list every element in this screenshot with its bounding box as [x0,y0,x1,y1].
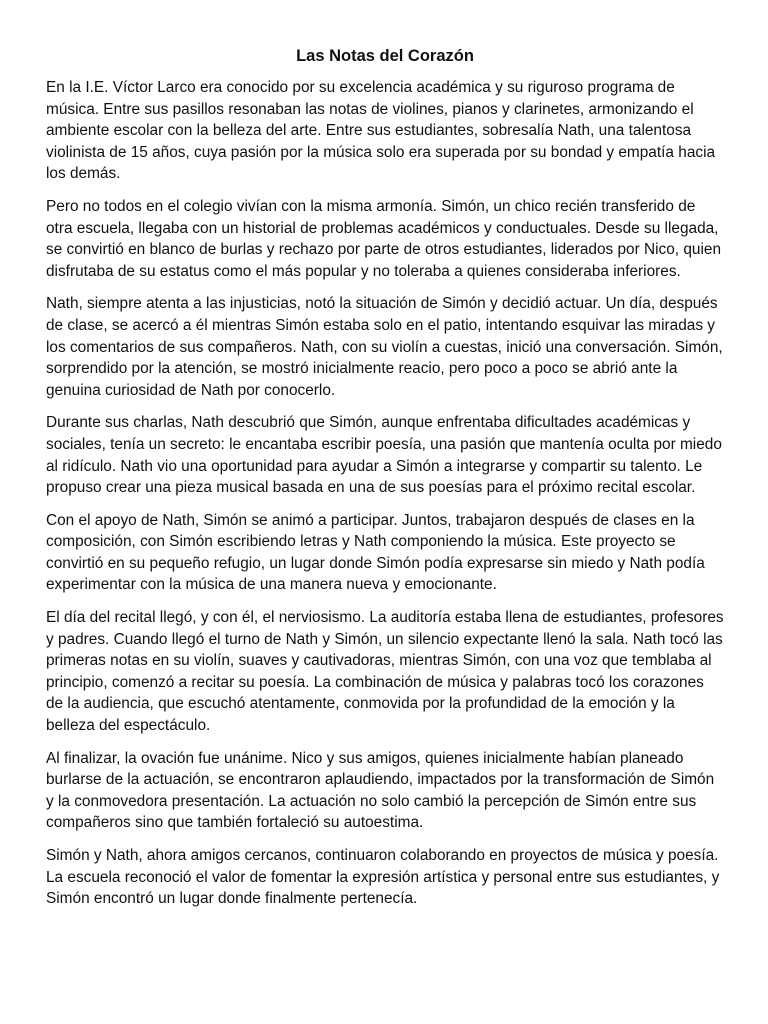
paragraph: El día del recital llegó, y con él, el nerviosismo. La auditoría estaba llena de estudiantes, profesores y padres. Cuando llegó el turno de Nath y Simón, un silencio expectante llenó la sala. Nath tocó las primeras notas en su violín, suaves y cautivadoras, mientras Simón, con una voz que temblaba al principio, comenzó a recitar su poesía. La combinación de música y palabras tocó los corazones de la audiencia, que escuchó atentamente, conmovida por la profundidad de la emoción y la belleza del espectáculo. [46,609,724,735]
paragraph: En la I.E. Víctor Larco era conocido por su excelencia académica y su riguroso programa de música. Entre sus pasillos resonaban las notas de violines, pianos y clarinetes, armonizando el ambiente escolar con la belleza del arte. Entre sus estudiantes, sobresalía Nath, una talentosa violinista de 15 años, cuya pasión por la música solo era superada por su bondad y empatía hacia los demás. [46,79,716,183]
document-page [46,44,724,921]
paragraph: Simón y Nath, ahora amigos cercanos, continuaron colaborando en proyectos de música y poesía. La escuela reconoció el valor de fomentar la expresión artística y personal entre sus estudiantes, y Simón encontró un lugar donde finalmente pertenecía. [46,847,720,908]
paragraph: Durante sus charlas, Nath descubrió que Simón, aunque enfrentaba dificultades académicas y sociales, tenía un secreto: le encantaba escribir poesía, una pasión que mantenía oculta por miedo al ridículo. Nath vio una oportunidad para ayudar a Simón a integrarse y compartir su talento. Le propuso crear una pieza musical basada en una de sus poesías para el próximo recital escolar. [46,414,722,497]
paragraph: Con el apoyo de Nath, Simón se animó a participar. Juntos, trabajaron después de clases en la composición, con Simón escribiendo letras y Nath componiendo la música. Este proyecto se convirtió en su pequeño refugio, un lugar donde Simón podía expresarse sin miedo y Nath podía experimentar con la música de una manera nueva y emocionante. [46,511,705,594]
document-title: Las Notas del Corazón [296,47,474,65]
paragraph: Pero no todos en el colegio vivían con la misma armonía. Simón, un chico recién transferido de otra escuela, llegaba con un historial de problemas académicos y conductuales. Desde su llegada, se convirtió en blanco de burlas y rechazo por parte de otros estudiantes, liderados por Nico, quien disfrutaba de su estatus como el más popular y no toleraba a quienes consideraba inferiores. [46,197,722,280]
paragraph: Nath, siempre atenta a las injusticias, notó la situación de Simón y decidió actuar. Un día, después de clase, se acercó a él mientras Simón estaba solo en el patio, intentando esquivar las miradas y los comentarios de sus compañeros. Nath, con su violín a cuestas, inició una conversación. Simón, sorprendido por la atención, se mostró inicialmente reacio, pero poco a poco se abrió ante la genuina curiosidad de Nath por conocerlo. [46,295,723,399]
paragraph: Al finalizar, la ovación fue unánime. Nico y sus amigos, quienes inicialmente habían planeado burlarse de la actuación, se encontraron aplaudiendo, impactados por la transformación de Simón y la conmovedora presentación. La actuación no solo cambió la percepción de Simón entre sus compañeros sino que también fortaleció su autoestima. [46,749,715,832]
